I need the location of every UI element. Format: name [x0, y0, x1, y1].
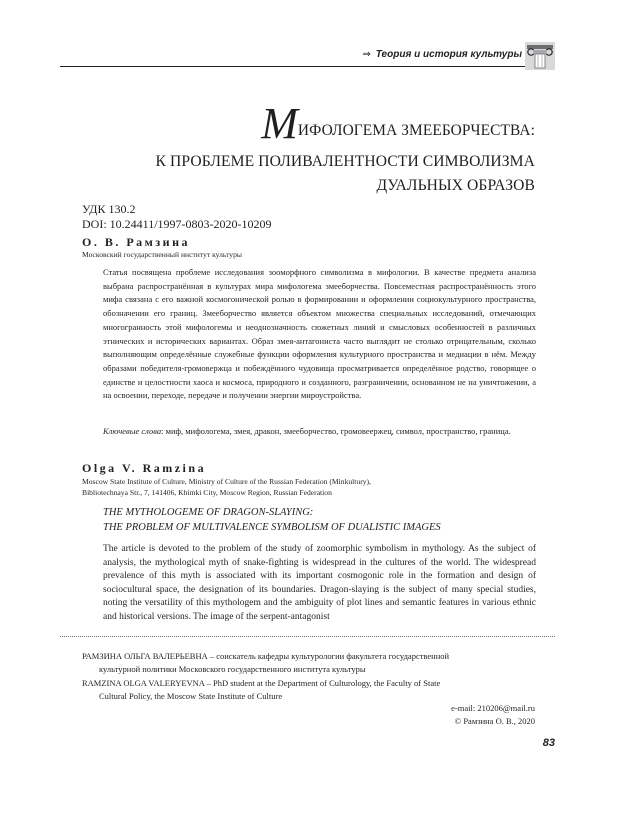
running-header — [362, 49, 522, 60]
keywords-ru — [103, 425, 536, 439]
title-dropcap: М — [261, 99, 297, 148]
article-title-line-3: ДУАЛЬНЫХ ОБРАЗОВ — [376, 177, 535, 194]
header-rule — [60, 66, 553, 67]
author-info-en: RAMZINA OLGA VALERYEVNA – PhD student at the Department of Culturology, the Faculty of State Cultural Policy, the Moscow State Institute of Culture — [82, 678, 441, 701]
author-info-ru: РАМЗИНА ОЛЬГА ВАЛЕРЬЕВНА – соискатель кафедры культурологии факультета государственной культурной политики Московского государственного института культуры — [82, 651, 450, 674]
article-title-en-line-2: THE PROBLEM OF MULTIVALENCE SYMBOLISM OF DUALISTIC IMAGES — [103, 522, 441, 533]
column-capital-icon — [525, 42, 555, 70]
article-title-line-2: К ПРОБЛЕМЕ ПОЛИВАЛЕНТНОСТИ СИМВОЛИЗМА — [155, 153, 535, 170]
keywords-text: : миф, мифологема, змея, дракон, змееборчество, громовеержец, символ, пространство, граница. — [161, 426, 511, 436]
keywords-label: Ключевые слова — [103, 426, 162, 436]
udk-code: УДК 130.2 — [82, 202, 136, 216]
author-affiliation-ru: Московский государственный институт культуры — [82, 250, 243, 259]
author-name-ru: О. В. Рамзина — [82, 235, 190, 249]
footnote-divider — [60, 636, 555, 637]
doi: DOI: 10.24411/1997-0803-2020-10209 — [82, 217, 272, 231]
double-arrow-icon: ⇒ — [362, 49, 371, 60]
page-number: 83 — [542, 737, 555, 749]
section-title: Теория и история культуры — [375, 49, 522, 60]
author-affiliation-en: Moscow State Institute of Culture, Ministry of Culture of the Russian Federation (Minkultury), Bibliotechnaya Str., 7, 141406, Khimki City, Moscow Region, Russian Federation — [82, 477, 371, 497]
author-email: e-mail: 210206@mail.ru — [451, 703, 535, 713]
copyright: © Рамзина О. В., 2020 — [454, 716, 535, 726]
article-title-en-line-1: THE MYTHOLOGEME OF DRAGON-SLAYING: — [103, 507, 314, 518]
article-title-line-1: МИФОЛОГЕМА ЗМЕЕБОРЧЕСТВА: — [261, 99, 535, 148]
abstract-ru: Статья посвящена проблеме исследования зооморфного символизма в мифологии. В качестве предмета анализа выбрана распространённая в культурах мира мифологема змееборчества. Повсеместная распространённость этого мифа связана с его важной космогонической ролью в формировании и оформлении социокультурного пространства, обозначении его границ. Змееборчество является объектом множества специальных исследований, отмечающих многогранность этой мифологемы и неоднозначность сюжетных линий и смысловых особенностей в различных этнических и исторических вариантах. Образ змея-антагониста часто выглядит не столько отрицательным, сколько выполняющим определённые служебные функции оформления культурного пространства и медиации в нём. Между образами победителя-громовержца и побеждённого чудовища просматривается определённое родство, говорящее о единстве и целостности хаоса и космоса, природного и созданного, разграничении, основанном не на уничтожении, а на освоении, переходе, передаче и получении энергии мироустройства. — [103, 267, 536, 401]
author-name-en: Olga V. Ramzina — [82, 461, 207, 475]
abstract-en: The article is devoted to the problem of the study of zoomorphic symbolism in mythology. As the subject of analysis, the mythological myth of snake-fighting is widespread in the cultures of the world. The widespread prevalence of this myth is associated with its important cosmogonic role in the formation and design of sociocultural space, the designation of its boundaries. Dragon-slaying is the subject of many special studies, noting the versatility of this mythologem and the ambiguity of plot lines and semantic features in various ethnic and historical versions. The image of the serpent-antagonist — [103, 544, 536, 622]
